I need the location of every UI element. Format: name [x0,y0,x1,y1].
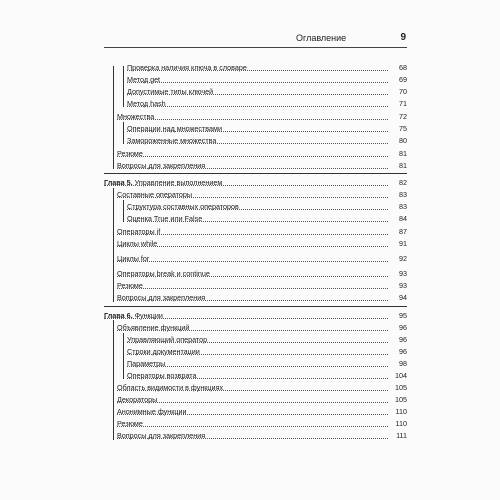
leader-dots [127,105,388,107]
toc-entry-page: 105 [395,395,407,404]
toc-entry-title: Резюме [117,281,143,290]
toc-entry [0,358,500,370]
toc-entry-title: Метод hash [127,99,166,108]
hierarchy-line [113,66,114,169]
toc-entry-title: Параметры [127,359,166,368]
hierarchy-line [113,320,114,440]
toc-entry-page: 96 [399,323,407,332]
toc-chapter-title [104,177,223,189]
toc-entry-title: Операции над множествами [127,124,222,133]
toc-entry [0,253,500,265]
toc-entry-page: 91 [399,239,407,248]
chapter-number: Глава 6. [104,311,133,320]
toc-entry-page: 83 [399,190,407,199]
toc-entry [0,213,500,225]
leader-dots [117,329,388,331]
leader-dots [127,142,388,144]
toc-entry [0,98,500,110]
toc-entry-title: Циклы for [117,254,150,263]
toc-entry-page: 105 [395,383,407,392]
leader-dots [117,389,388,391]
toc-entry-title: Множества [117,112,155,121]
toc-entry [0,62,500,74]
toc-entry-title: Оценка True или False [127,214,203,223]
toc-entry-title: Вопросы для закрепления [117,293,206,302]
running-head-title: Оглавление [296,33,347,43]
toc-entry-title: Операторы break и continue [117,269,210,278]
toc-entry-title: Управляющий оператор [127,335,208,344]
toc-entry-page: 111 [396,431,407,440]
leader-dots [117,196,388,198]
toc-entry-page: 110 [395,407,407,416]
leader-dots [127,341,388,343]
section-rule [104,173,407,174]
hierarchy-line [113,188,114,302]
toc-entry [0,430,500,442]
toc-entry-title: Структура составных операторов [127,202,239,211]
toc-entry-title: Метод get [127,75,161,84]
toc-entry-page: 72 [399,112,407,121]
toc-entry-page: 71 [399,99,407,108]
chapter-number: Глава 5. [104,178,133,187]
toc-entry-page: 93 [399,281,407,290]
toc-entry-title: Допустимые типы ключей [127,87,214,96]
leader-dots [117,275,388,277]
toc-entry-title: Операторы if [117,227,161,236]
toc-entry [0,111,500,123]
section-rule [104,306,407,307]
toc-entry [0,201,500,213]
leader-dots [117,401,388,403]
hierarchy-line [123,122,124,144]
toc-entry [0,370,500,382]
toc-entry-title: Вопросы для закрепления [117,161,206,170]
leader-dots [127,130,388,132]
toc-entry [0,406,500,418]
toc-entry-page: 96 [399,335,407,344]
toc-entry-page: 81 [399,161,407,170]
toc-entry [0,394,500,406]
toc-entry-title: Резюме [117,419,143,428]
leader-dots [117,437,388,439]
toc-entry-page: 92 [399,254,407,263]
toc-entry-title: Вопросы для закрепления [117,431,206,440]
leader-dots [127,365,388,367]
leader-dots [127,208,388,210]
toc-entry-page: 69 [399,75,407,84]
leader-dots [117,155,388,157]
leader-dots [117,233,388,235]
toc-entry-page: 94 [399,293,407,302]
toc-entry [0,280,500,292]
toc-entry [0,226,500,238]
toc-entry-page: 83 [399,202,407,211]
hierarchy-line [123,200,124,222]
toc-entry [0,189,500,201]
leader-dots [117,287,388,289]
toc-entry-title: Проверка наличия ключа в словаре [127,63,247,72]
toc-entry-page: 80 [399,136,407,145]
leader-dots [117,118,388,120]
toc-entry [0,160,500,172]
toc-entry-title: Замороженные множества [127,136,217,145]
toc-entry [0,418,500,430]
toc-entry-title: Составные операторы [117,190,193,199]
toc-entry-page: 82 [399,178,407,187]
chapter-title: Функции [134,311,163,320]
leader-dots [104,317,388,319]
toc-entry [0,148,500,160]
toc-entry [0,74,500,86]
page-number: 9 [400,32,406,43]
toc-entry-page: 98 [399,359,407,368]
toc-chapter [0,310,500,322]
toc-entry-page: 95 [399,311,407,320]
leader-dots [117,413,388,415]
toc-entry-title: Строки документации [127,347,200,356]
leader-dots [127,69,388,71]
leader-dots [127,93,388,95]
toc-entry [0,123,500,135]
toc-entry [0,86,500,98]
toc-entry [0,346,500,358]
hierarchy-line [123,333,124,379]
chapter-title: Управление выполнением [134,178,223,187]
toc-entry-page: 87 [399,227,407,236]
toc-chapter [0,177,500,189]
toc-entry [0,292,500,304]
leader-dots [127,377,388,379]
leader-dots [117,299,388,301]
leader-dots [104,184,388,186]
toc-entry-page: 75 [399,124,407,133]
toc-entry-page: 93 [399,269,407,278]
toc-entry [0,238,500,250]
hierarchy-line [123,66,124,107]
toc-entry-title: Декораторы [117,395,158,404]
toc-entry [0,334,500,346]
toc-entry [0,382,500,394]
toc-entry-title: Анонимные функции [117,407,187,416]
toc-entry-title: Резюме [117,149,143,158]
toc-entry [0,322,500,334]
leader-dots [127,353,388,355]
leader-dots [127,220,388,222]
toc-entry-title: Циклы while [117,239,158,248]
toc-entry-page: 84 [399,214,407,223]
toc-entry [0,135,500,147]
leader-dots [117,260,388,262]
toc-entry-title: Операторы возврата [127,371,197,380]
toc-entry-page: 68 [399,63,407,72]
leader-dots [117,245,388,247]
toc-entry-page: 96 [399,347,407,356]
toc-entry-page: 81 [399,149,407,158]
toc-entry-title: Объявление функций [117,323,190,332]
toc-entry-title: Область видимости в функциях [117,383,224,392]
toc-entry-page: 110 [395,419,407,428]
leader-dots [117,167,388,169]
leader-dots [127,81,388,83]
toc-entry-page: 70 [399,87,407,96]
toc-entry [0,268,500,280]
leader-dots [117,425,388,427]
toc-entry-page: 104 [395,371,407,380]
